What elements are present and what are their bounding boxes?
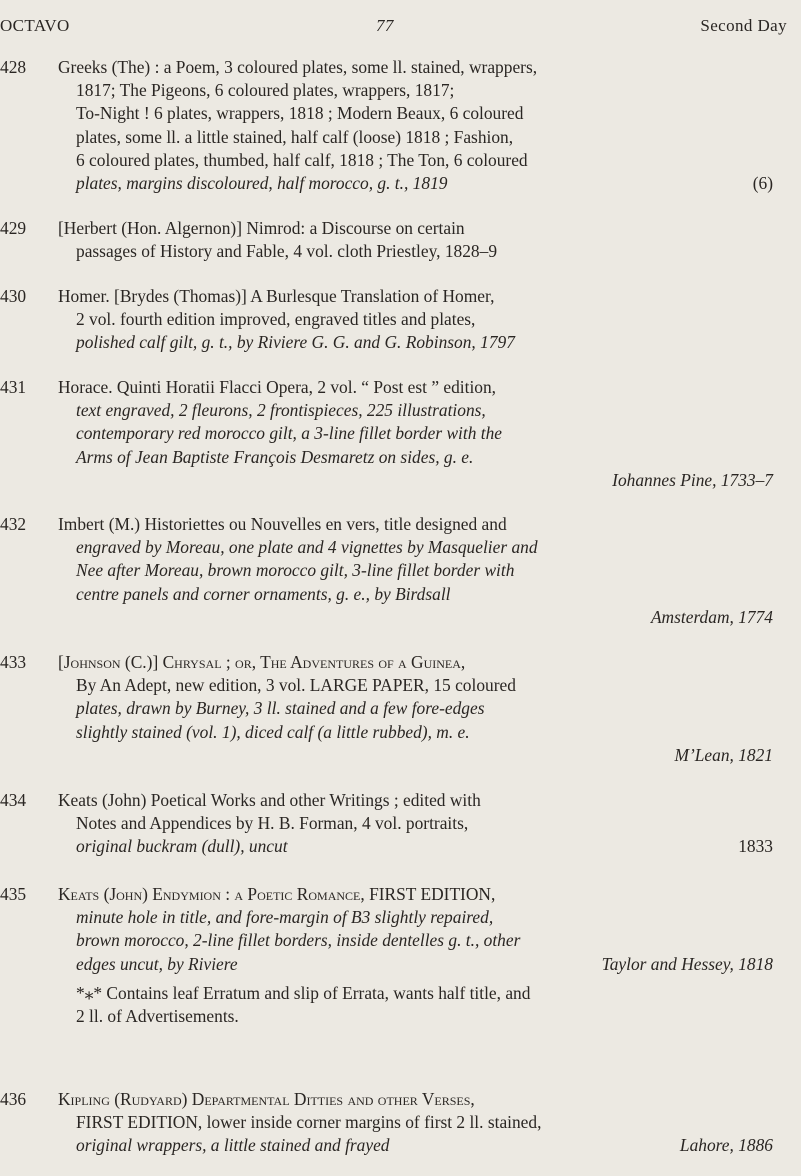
entry-imprint: Iohannes Pine, 1733–7: [612, 469, 773, 490]
entry-description: [58, 883, 785, 1028]
entry-line: minute hole in title, and fore-margin of B3 slightly repaired,: [76, 907, 494, 928]
entry-line: polished calf gilt, g. t., by Riviere G. G. and G. Robinson, 1797: [76, 332, 515, 353]
entry-line: brown morocco, 2-line fillet borders, inside dentelles g. t., other: [76, 930, 521, 951]
entry-imprint: M’Lean, 1821: [674, 744, 773, 765]
entry-line: [Herbert (Hon. Algernon)] Nimrod: a Discourse on certain: [58, 218, 465, 238]
entry-line: 1817; The Pigeons, 6 coloured plates, wrappers, 1817;: [76, 80, 455, 101]
page-header: [0, 16, 801, 40]
entry-description: [58, 651, 785, 767]
header-format: OCTAVO: [0, 16, 70, 35]
entry-imprint: Lahore, 1886: [679, 1135, 773, 1156]
entry-line: Kipling (Rudyard) Departmental Ditties and other Verses,: [58, 1089, 475, 1109]
entry-line: 6 coloured plates, thumbed, half calf, 1818 ; The Ton, 6 coloured: [76, 149, 528, 170]
entry-line: passages of History and Fable, 4 vol. cloth Priestley, 1828–9: [76, 241, 498, 262]
entry-note: 2 ll. of Advertisements.: [76, 1006, 239, 1027]
lot-count: (6): [752, 173, 773, 194]
entry-line: plates, drawn by Burney, 3 ll. stained and a few fore-edges: [76, 698, 485, 719]
entry-line: plates, margins discoloured, half morocco, g. t., 1819: [76, 173, 448, 194]
entry-line: text engraved, 2 fleurons, 2 frontispieces, 225 illustrations,: [76, 400, 486, 421]
entry-description: [58, 56, 785, 195]
entry-line: Notes and Appendices by H. B. Forman, 4 vol. portraits,: [76, 813, 469, 834]
entry-line: Nee after Moreau, brown morocco gilt, 3-line fillet border with: [76, 560, 515, 581]
lot-number: 434: [0, 790, 27, 810]
entry-line: By An Adept, new edition, 3 vol. LARGE PAPER, 15 coloured: [76, 675, 516, 696]
entry-line: Horace. Quinti Horatii Flacci Opera, 2 vol. “ Post est ” edition,: [58, 377, 497, 397]
lot-number: 431: [0, 377, 27, 397]
entry-line: contemporary red morocco gilt, a 3-line fillet border with the: [76, 423, 503, 444]
entry-line: engraved by Moreau, one plate and 4 vignettes by Masquelier and: [76, 537, 538, 558]
entry-imprint: Amsterdam, 1774: [650, 606, 773, 627]
entry-line: original wrappers, a little stained and frayed: [76, 1135, 390, 1156]
entry-line-wrap: [58, 835, 785, 858]
entry-line-wrap: [58, 1134, 785, 1157]
entry-line: To-Night ! 6 plates, wrappers, 1818 ; Modern Beaux, 6 coloured: [76, 103, 524, 124]
entry-note: *⁎* Contains leaf Erratum and slip of Errata, wants half title, and: [76, 982, 531, 1003]
lot-number: 432: [0, 514, 27, 534]
entry-imprint: 1833: [738, 836, 773, 857]
entry-description: [58, 285, 785, 355]
entry-line: Arms of Jean Baptiste François Desmaretz on sides, g. e.: [76, 446, 474, 467]
entry-description: [58, 789, 785, 859]
entry-description: [58, 217, 785, 263]
entry-description: [58, 1088, 785, 1158]
lot-number: 428: [0, 57, 27, 77]
entry-line: [Johnson (C.)] Chrysal ; or, The Adventures of a Guinea,: [58, 652, 466, 672]
entry-line: FIRST EDITION, lower inside corner margins of first 2 ll. stained,: [76, 1112, 542, 1133]
entry-line-wrap: [58, 172, 785, 195]
entry-line: Imbert (M.) Historiettes ou Nouvelles en vers, title designed and: [58, 514, 507, 534]
entry-line: slightly stained (vol. 1), diced calf (a little rubbed), m. e.: [76, 721, 470, 742]
entry-imprint: Taylor and Hessey, 1818: [601, 953, 773, 974]
entry-line: centre panels and corner ornaments, g. e., by Birdsall: [76, 583, 451, 604]
lot-number: 430: [0, 286, 27, 306]
entry-line: 2 vol. fourth edition improved, engraved titles and plates,: [76, 309, 476, 330]
lot-number: 429: [0, 218, 27, 238]
entry-description: [58, 376, 785, 492]
lot-number: 435: [0, 884, 27, 904]
page-number: 77: [376, 16, 394, 35]
entry-line-wrap: [58, 953, 785, 976]
entry-line: plates, some ll. a little stained, half calf (loose) 1818 ; Fashion,: [76, 126, 514, 147]
entry-line: original buckram (dull), uncut: [76, 836, 288, 857]
entry-line: edges uncut, by Riviere: [76, 953, 238, 974]
entry-line: Keats (John) Endymion : a Poetic Romance, FIRST EDITION,: [58, 884, 496, 904]
entry-line: Homer. [Brydes (Thomas)] A Burlesque Translation of Homer,: [58, 286, 495, 306]
header-day: Second Day: [700, 16, 787, 35]
entry-line: Keats (John) Poetical Works and other Writings ; edited with: [58, 790, 481, 810]
entry-description: [58, 513, 785, 629]
lot-number: 436: [0, 1089, 27, 1109]
lot-number: 433: [0, 652, 27, 672]
entry-line: Greeks (The) : a Poem, 3 coloured plates, some ll. stained, wrappers,: [58, 57, 538, 77]
